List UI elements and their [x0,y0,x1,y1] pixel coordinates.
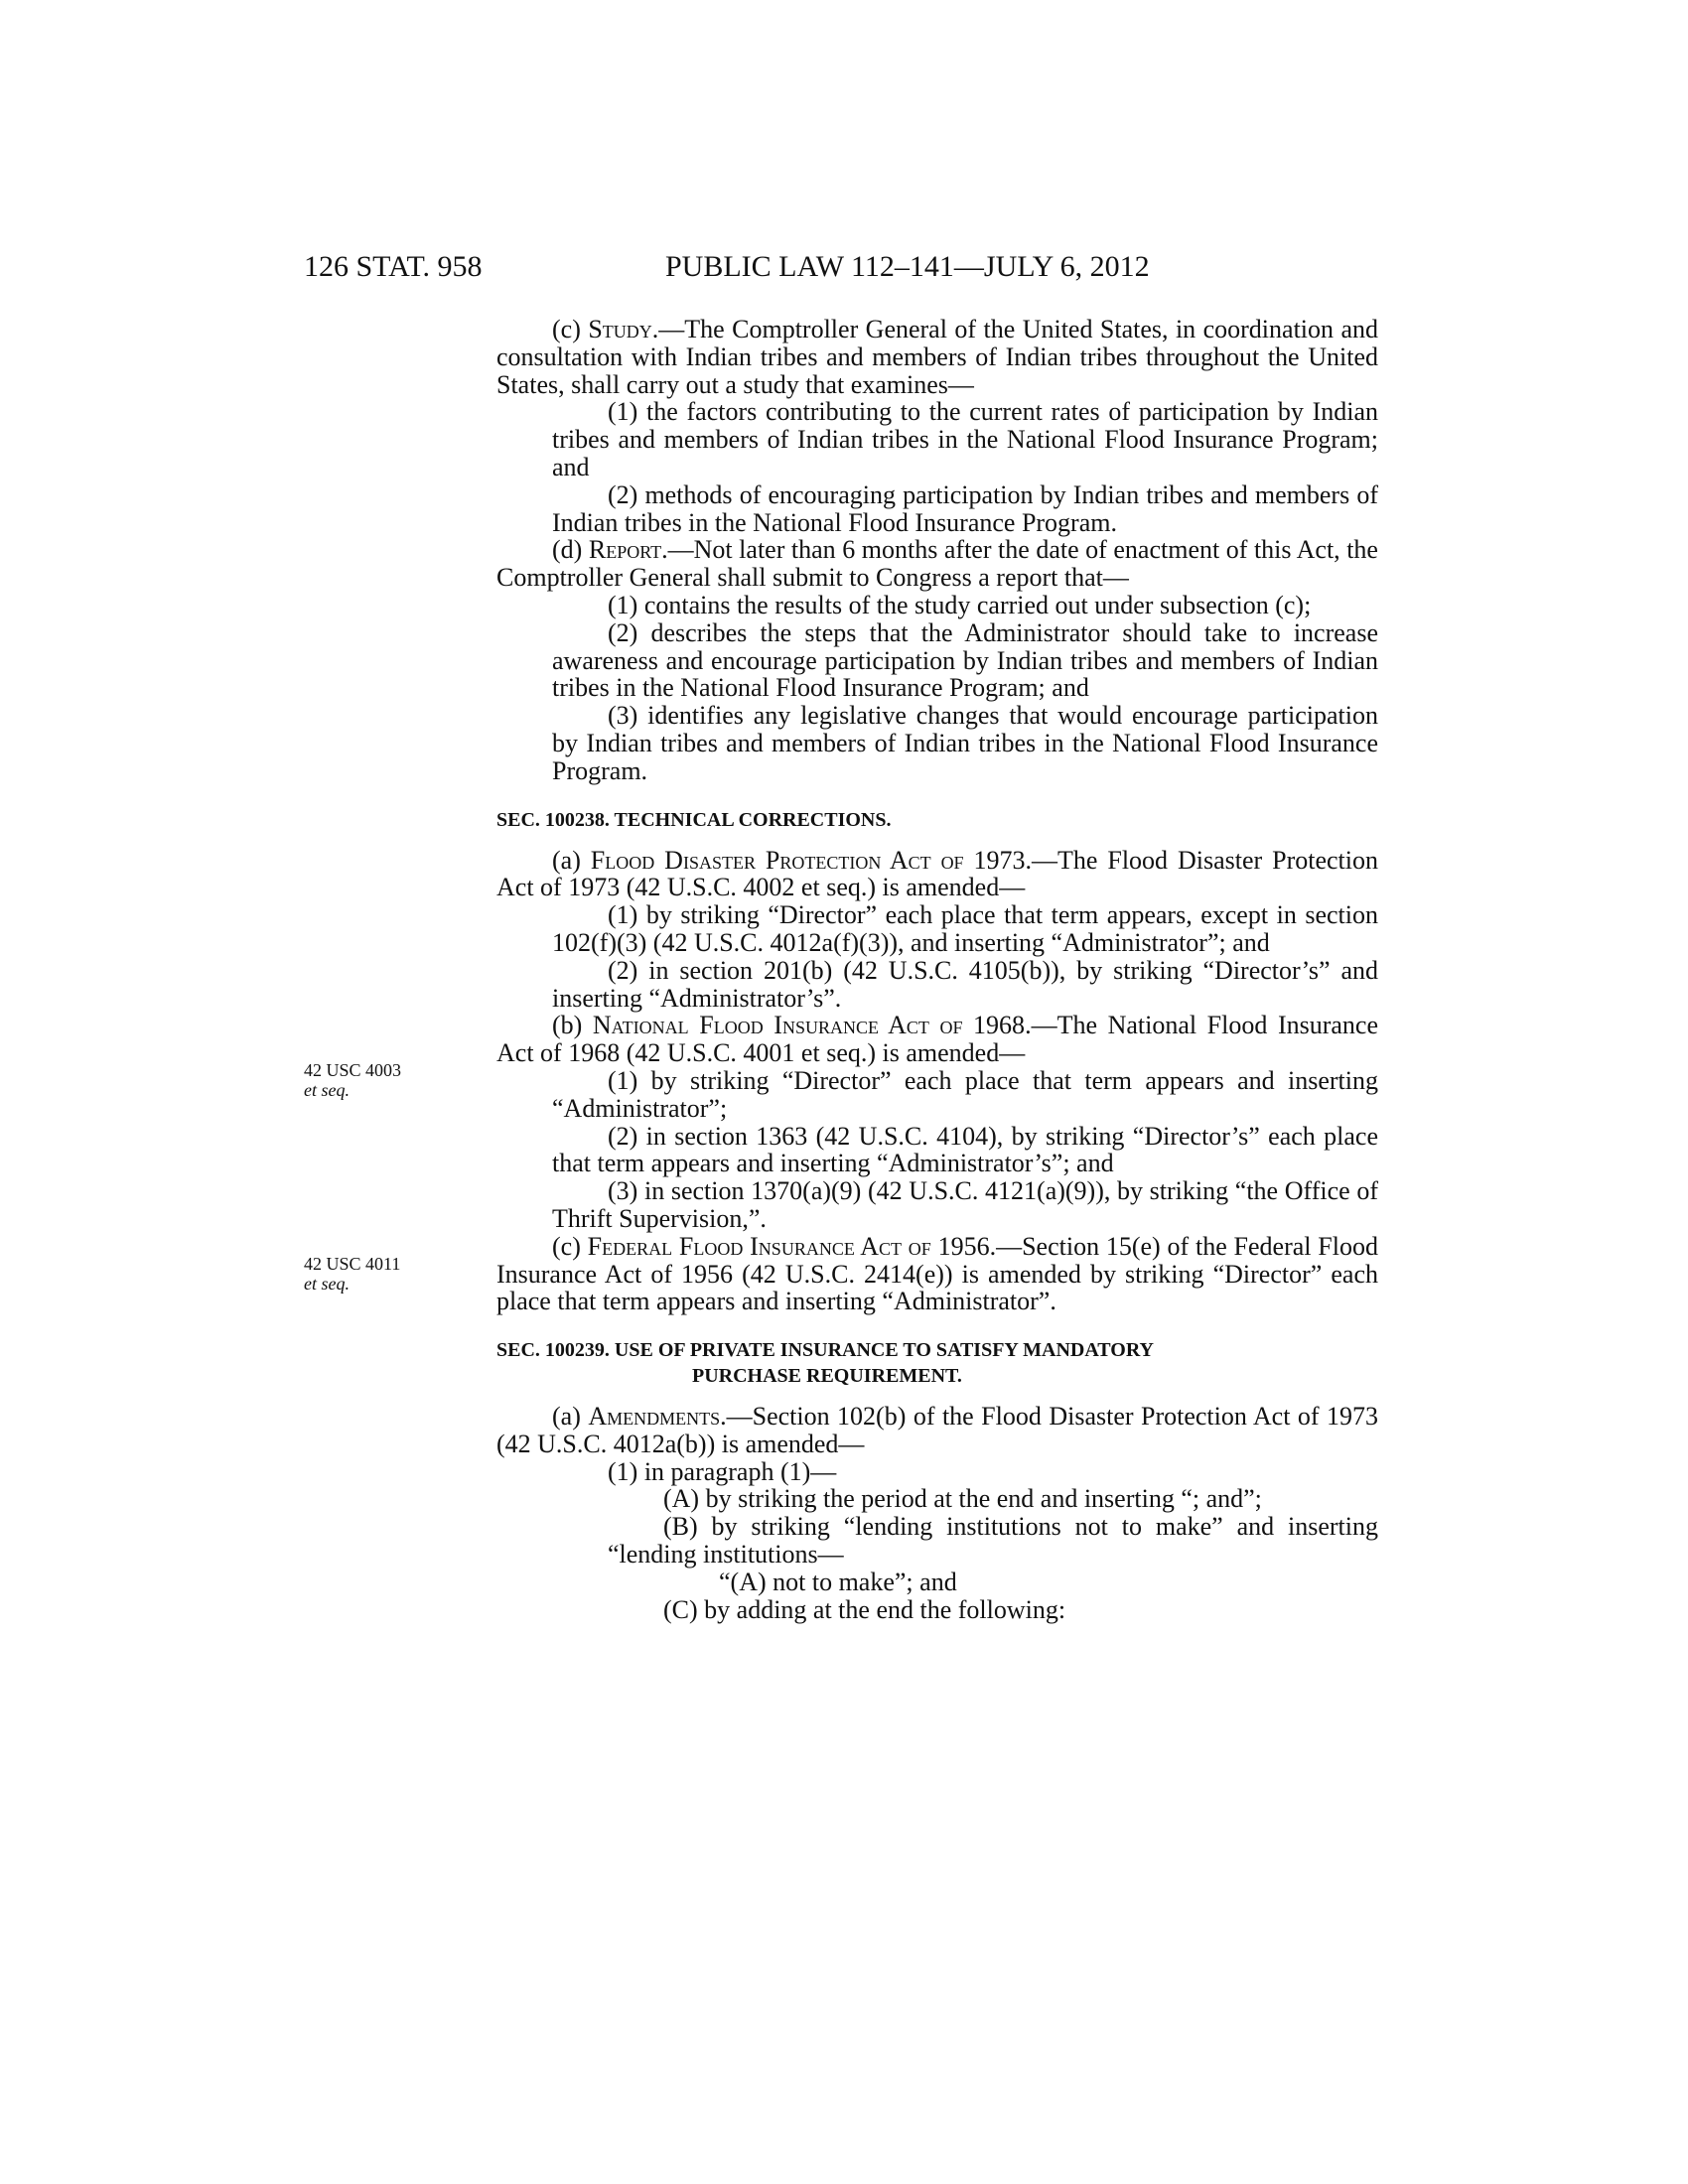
subsection-c-federal-flood-insurance-act: (c) Federal Flood Insurance Act of 1956.—Section 15(e) of the Federal Flood Insurance Act of 1956 (42 U.S.C. 2414(e)) is amended by striking “Director” each place that term appears and inserting “Administrator”. [496,1231,1378,1316]
list-item: (2) in section 201(b) (42 U.S.C. 4105(b)), by striking “Director’s” and inserting “Administrator’s”. [552,955,1378,1013]
list-item: (2) describes the steps that the Administrator should take to increase awareness and encourage participation by Indian tribes and members of Indian tribes in the National Flood Insurance Program; and [552,617,1378,703]
section-heading-100238: SEC. 100238. TECHNICAL CORRECTIONS. [496,808,892,831]
subsection-a-flood-disaster-protection-act: (a) Flood Disaster Protection Act of 1973.—The Flood Disaster Protection Act of 1973 (42 U.S.C. 4002 et seq.) is amended— [496,845,1378,902]
list-item: (A) by striking the period at the end and inserting “; and”; [663,1484,1262,1514]
margin-note-usc-4003: 42 USC 4003 et seq. [304,1060,402,1100]
subsection-heading: Report [588,535,662,565]
subsection-heading: Flood Disaster Protection Act of 1973 [590,845,1026,875]
list-item: (3) identifies any legislative changes that would encourage participation by Indian tribes and members of Indian tribes in the National Flood Insurance Program. [552,701,1378,785]
list-item: (2) in section 1363 (42 U.S.C. 4104), by striking “Director’s” each place that term appears and inserting “Administrator’s”; and [552,1121,1378,1178]
list-item: (B) by striking “lending institutions not to make” and inserting “lending institutions— [608,1512,1378,1570]
quoted-item: “(A) not to make”; and [719,1567,957,1596]
list-item: (1) the factors contributing to the current rates of participation by Indian tribes and members of Indian tribes in the National Flood Insurance Program; and [552,397,1378,481]
page-title: PUBLIC LAW 112–141—JULY 6, 2012 [665,250,1150,283]
subsection-d-report: (d) Report.—Not later than 6 months after the date of enactment of this Act, the Comptroller General shall submit to Congress a report that— [496,535,1378,593]
subsection-heading: Amendments [588,1402,721,1432]
subsection-heading: Federal Flood Insurance Act of 1956 [587,1231,990,1261]
subsection-heading: Study [588,315,652,343]
subsection-a-amendments: (a) Amendments.—Section 102(b) of the Flood Disaster Protection Act of 1973 (42 U.S.C. 4012a(b)) is amended— [496,1402,1378,1458]
list-item: (1) in paragraph (1)— [608,1456,837,1486]
subsection-heading: National Flood Insurance Act of 1968 [592,1011,1026,1040]
list-item: (3) in section 1370(a)(9) (42 U.S.C. 4121(a)(9)), by striking “the Office of Thrift Supervision,”. [552,1176,1378,1233]
list-item: (C) by adding at the end the following: [663,1594,1066,1624]
list-item: (1) by striking “Director” each place that term appears and inserting “Administrator”; [552,1065,1378,1123]
list-item: (1) contains the results of the study carried out under subsection (c); [608,590,1312,619]
margin-note-usc-4011: 42 USC 4011 et seq. [304,1254,401,1294]
section-heading-100239: SEC. 100239. USE OF PRIVATE INSURANCE TO SATISFY MANDATORY PURCHASE REQUIREMENT. [496,1339,1155,1388]
list-item: (1) by striking “Director” each place that term appears, except in section 102(f)(3) (42 U.S.C. 4012a(f)(3)), and inserting “Administrator”; and [552,900,1378,957]
document-body [496,316,1378,1623]
page-reference: 126 STAT. 958 [304,250,483,283]
list-item: (2) methods of encouraging participation by Indian tribes and members of Indian tribes in the National Flood Insurance Program. [552,479,1378,537]
subsection-b-national-flood-insurance-act: (b) National Flood Insurance Act of 1968.—The National Flood Insurance Act of 1968 (42 U.S.C. 4001 et seq.) is amended— [496,1011,1378,1068]
subsection-c-study: (c) Study.—The Comptroller General of the United States, in coordination and consultation with Indian tribes and members of Indian tribes throughout the United States, shall carry out a study that examines— [496,315,1379,399]
